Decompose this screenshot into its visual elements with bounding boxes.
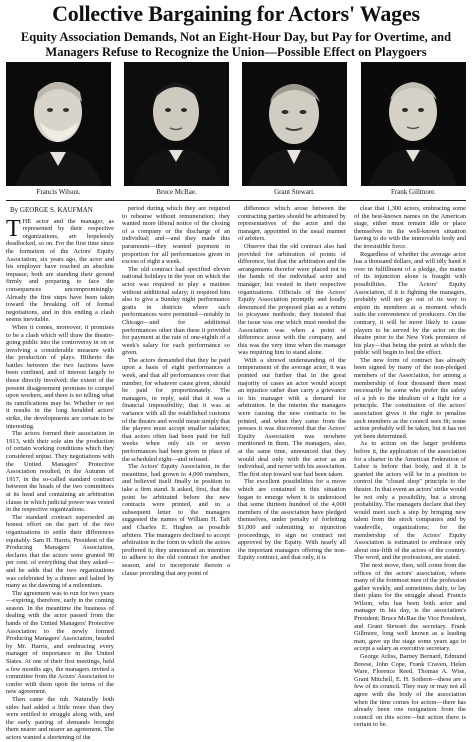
article-paragraph: THE actor and the manager, as represented by their respective organizations, are hopelessly deadlocked, so on. For the first time since the formation of the Actors' Equity Association, six years ago, the actor and his employer have reached an absolute impasse; both are standing their ground firmly and preparing to face the consequences uncompromisingly. Already the first steps have been taken toward the breaking off of formal negotiations, and in this ending a clash seems inevitable. (6, 215, 114, 324)
article-paragraph: clear that 1,300 actors, embracing some of the best-known names on the American stage, either must remain idle or place themselves in the well-known situation having to do with the immovable body and the irresistible force. (354, 205, 466, 250)
article-paragraph: George Arliss, Barney Bernard, Edmund Breese, John Cope, Frank Craven, Helen Ware, Florence Reed, Thomas A. Wise, Grant Mitchell, E. H. Sothern—these are a few of its council. They may or may not all agree with the body of the association when the time comes for action—there has already been one resignation from the council on this score—but action there is certain to be. (354, 653, 466, 729)
caption-gillmore: Frank Gillmore. (390, 188, 437, 196)
article-paragraph: The Actors' Equity Association, in the meantime, had grown to 4,000 members, and believed itself finally in position to take a firm stand. It asked, first, that the point be arbitrated before the new contracts were printed, and in a subsequent letter to the managers suggested the names of William H. Taft and Charles E. Hughes as possible arbiters. The managers declined to accept arbitration in the form in which the actors proffered it; they announced an intention to adhere to the old contract for another season, and to incorporate therein a clause providing that any point of (122, 463, 230, 577)
divider (6, 200, 466, 201)
article-paragraph: Then came the rub. Naturally both sides had added a little more than they were entitled to struggle along with, and the early pairing of demands brought them nearer and nearer an agreement. The actors wanted a shortening of the (6, 696, 114, 741)
drop-cap: T (6, 215, 21, 242)
portrait-photo-gillmore (361, 62, 466, 186)
caption-mcrae: Bruce McRae. (156, 188, 197, 196)
article-paragraph: The agreement was to run for two years—expiring, therefore, early in the coming season. In the meantime the business of dealing with the actor passed from the hands of the United Managers' Protective Association to the newly formed Producing Managers' Association, headed by Mr. Harris, and embracing every manager of importance in the United States. At one of their first meetings, held a few months ago, the managers invited a committee from the Actors' Association to confer with them upon the terms of the new agreement. (6, 589, 114, 696)
portrait-photo-stewart (242, 62, 347, 186)
article-column-4 (354, 205, 467, 729)
article-paragraph: The old contract had specified eleven national holidays in the year on which the actor was required to play a matinee without additional salary; it required him also to give a Sunday night performance gratis in districts where such performances were permitted—notably in Chicago—and for additional performances other than these it provided for payment at the rate of one-eighth of a week's salary for each performance so given. (122, 265, 230, 357)
byline: By GEORGE S. KAUFMAN (10, 206, 93, 214)
article-paragraph: period during which they are required to rehearse without remuneration; they wanted more liberal notice of the closing of a company or the discharge of an individual; and—and they made this paramount—they wanted payment in proportion for all performances given in excess of eight a week. (122, 205, 230, 266)
article-paragraph: The actors demanded that they be paid upon a basis of eight performances a week, and that all performances over that number, for whatever cause given, should be paid for proportionately. The managers, in reply, said that it was a financial impossibility; that it was at variance with all the established customs of the theatre and would mean simply that the players must accept smaller salaries; that actors often had been paid for full weeks when only six or seven performances had been given in place of the scheduled eight—and refused. (122, 356, 230, 463)
caption-stewart: Grant Stewart. (274, 188, 315, 196)
article-column-2 (122, 205, 230, 697)
article-paragraph: With a shrewd understanding of the temperament of the average actor, it was pointed out further that in the great majority of cases an actor would accept an injustice rather than carry a grievance to his manager with a demand for arbitration. In the interim the managers were causing the new contracts to be printed, and when they came from the presses it was discovered that the Actors' Equity Association was nowhere mentioned in them. The managers, also, at the same time, announced that they would deal only with the actor as an individual, and never with his association. The first step toward war had been taken. (238, 356, 346, 478)
article-paragraph: Observe that the old contract also had provided for arbitration of points of difference, but that the arbitration and the arrangements therefor were placed not in the hands of the individual actor and manager, but vested in their respective organizations. Officials of the Actors' Equity Association promptly and loudly denounced the proposed plan as a return to picayune methods; they insisted that the issue was one which must needed the Association was when a point of difference arose with the company, and this was the very time when the manager was requiring him to stand alone. (238, 242, 346, 357)
portrait-row (6, 62, 466, 197)
article-paragraph: The actors formed their association in 1913, with their sole aim the production of certain working conditions which they considered unjust. They negotiations with the United Managers' Protective Association resulted, in the Autumn of 1917, in the so-called standard contract between the heads of the two committees at its head and containing an arbitration clause in which judicial power was vested in the respective organizations. (6, 430, 114, 514)
article-paragraph: difference which arose between the contracting parties should be arbitrated by representatives of the actor and the manager, appointed in the usual manner of arbiters. (238, 205, 346, 243)
headline: Collective Bargaining for Actors' Wages (52, 1, 420, 26)
article-paragraph: Regardless of whether the average actor has a thousand dollars, and will idly hand it over in fulfillment of a pledge, the matter of its injunction alone is fraught with possibilities. The Actors' Equity Association, if it is fighting the managers, probably will not go out of its way to enjoin its members at a moment which suits the convenience of producers. On the contrary, it will be more likely to cause players to be served by the actor on the theatre prior to the New York premiere of his play—that being the point at which the public will begin to feel the effect. (354, 250, 466, 357)
article-paragraph: The excellent possibilities for a move which are contained in this situation began to emerge when it is understood that some thirteen hundred of the 4,000 members of the association have pledged themselves, under penalty of forfeiting $1,000 and submitting to injunction proceedings, to sign no contract not approved by the Equity. With nearly all the important managers offering the non-Equity contract, and that only, it is (238, 478, 346, 562)
article-paragraph: The next move, then, will come from the offices of the actors' association, where many of the foremost men of the profession gather weekly, and sometimes daily, to lay their plans for the struggle ahead. Francis Wilson, who has been both actor and manager in his day, is the association's President; Bruce McRae the Vice President, and Grant Stewart the secretary. Frank Gillmore, long well known as a leading man, gave up the stage some years ago to accept a salary as executive secretary. (354, 561, 467, 653)
article-paragraph: When it comes, moreover, it promises to be a clash which will draw the theatre-going public into the controversy in on or involving a considerable measure with the production of plays. Hitherto the battles between the two factions have been confined, and of interest largely to those directly involved; the extent of the present disagreement promises to compel upon workers, and there is no telling what its ramifications may be. Whether or not it results in the long heralded actors' strike, the developments are certain to be interesting. (6, 323, 114, 430)
article-paragraph: As to action on the larger problems before it, the application of the association for a charter in the American Federation of Labor is before that body, and if it is granted the actors will be in a position to control the "closed shop" principle to the theatre. In that event an actors' strike would be not only a possibility, but a strong probability. The managers declare that they would meet such a step by bringing new talent from the stock companies and by vaudeville, organizations; for the membership of the Actors' Equity Association is estimated to embrace only about one-fifth of the actors of the country. The word, and the professions, are stated. (354, 440, 466, 562)
subheadline: Equity Association Demands, Not an Eight-Hour Day, but Pay for Overtime, and Managers Refuse to Recognize the Union—Possible Effect on Playgoers (20, 30, 452, 59)
article-column-3 (238, 205, 346, 697)
caption-wilson: Francis Wilson. (36, 188, 81, 196)
portrait-photo-wilson (6, 62, 111, 186)
portrait-photo-mcrae (124, 62, 229, 186)
article-paragraph: The new form of contract has already been signed by many of the non-pledged members of the Association, for among a membership of four thousand there must necessarily be some who prefer the safety of a job to the idealism of a fight for a principle. The constitution of the actors' association gives it the right to penalize such members as the council sees fit; some action probably will be taken, but it has not yet been determined. (354, 356, 466, 440)
article-column-1 (6, 205, 114, 741)
article-paragraph: The standard contract superseded an honest effort on the part of the two organizations to settle their differences equitably. Sam H. Harris, President of the Producing Managers' Association, declares that the actors were granted 90 per cent. of everything that they asked—and he adds that the two organizations was celebrated by a dinner and halted by many as the dawning of a milennium. (6, 513, 114, 590)
